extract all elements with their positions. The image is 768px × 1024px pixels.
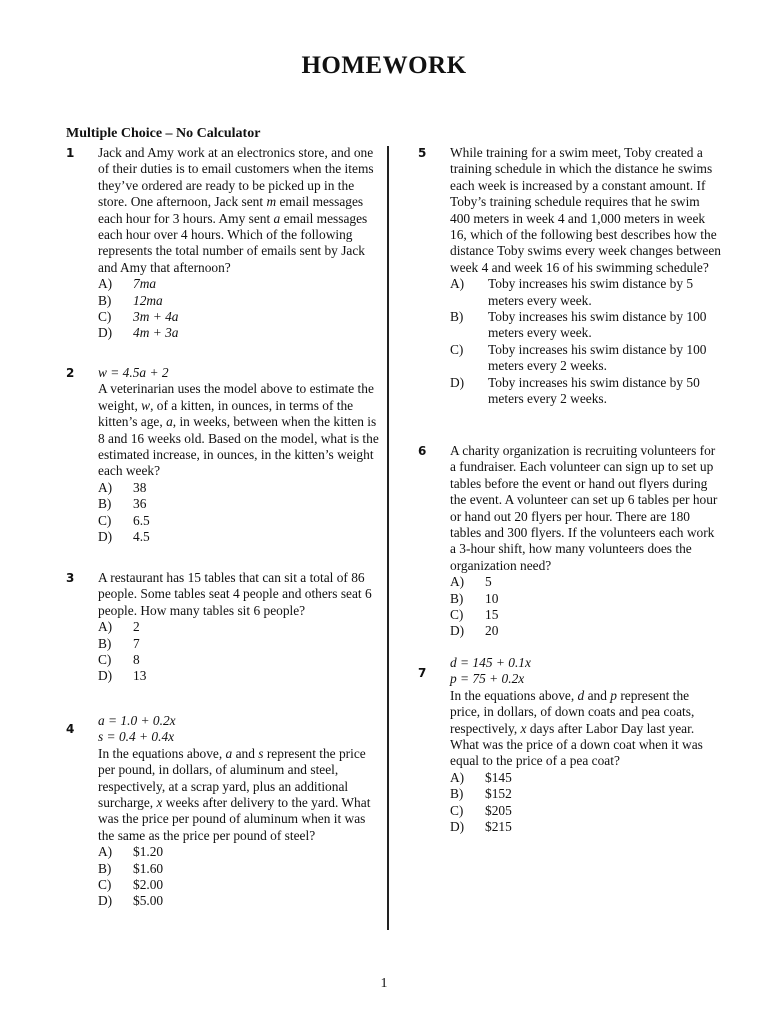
answer-choice-b[interactable]: B) 12ma xyxy=(98,292,163,308)
question-stem: In the equations above, a and s represent the price per pound, in dollars, of aluminum and steel, respectively, at a scrap yard, plus an additional surcharge, x weeks after delivery to the yard. What was the price per pound of aluminum when it was the same as the price per pound of steel? xyxy=(98,745,371,843)
question-number: 7 xyxy=(418,666,427,680)
answer-choice-d[interactable]: D) $215 xyxy=(450,819,512,835)
answer-choice-c[interactable]: C) 3m + 4a xyxy=(98,309,179,325)
question-2 xyxy=(60,365,380,570)
answer-choice-a[interactable]: A) 38 xyxy=(98,479,147,495)
question-7 xyxy=(412,655,722,835)
question-number: 5 xyxy=(418,146,427,160)
column-divider xyxy=(387,146,389,930)
equation-2: s = 0.4 + 0.4x xyxy=(98,729,175,745)
right-column xyxy=(412,145,722,835)
equation: w = 4.5a + 2 xyxy=(98,365,169,380)
answer-choice-d[interactable]: D) 4m + 3a xyxy=(98,325,179,341)
answer-choice-d[interactable]: D) $5.00 xyxy=(98,893,164,909)
answer-choice-b[interactable]: B) 36 xyxy=(98,496,147,512)
question-1 xyxy=(60,145,380,365)
equation-1: d = 145 + 0.1x xyxy=(450,655,531,670)
question-number: 1 xyxy=(66,146,75,160)
section-heading: Multiple Choice – No Calculator xyxy=(66,126,261,141)
answer-choice-a[interactable]: A) Toby increases his swim distance by 5 meters every week. xyxy=(450,276,694,308)
question-stem: A restaurant has 15 tables that can sit a total of 86 people. Some tables seat 4 people and others seat 6 people. How many tables sit 6 people? xyxy=(98,570,372,618)
answer-choice-a[interactable]: A) 7ma xyxy=(98,276,157,292)
answer-choice-d[interactable]: D) 4.5 xyxy=(98,529,150,545)
answer-choice-b[interactable]: B) $1.60 xyxy=(98,860,164,876)
question-5 xyxy=(412,145,722,443)
answer-choice-a[interactable]: A) 2 xyxy=(98,619,140,635)
equation-1: a = 1.0 + 0.2x xyxy=(98,713,176,728)
page-number: 1 xyxy=(380,976,388,991)
answer-choice-c[interactable]: C) $2.00 xyxy=(98,877,164,893)
answer-choice-a[interactable]: A) $1.20 xyxy=(98,844,164,860)
equation-2: p = 75 + 0.2x xyxy=(450,671,525,687)
question-stem: A charity organization is recruiting volunteers for a fundraiser. Each volunteer can sign up to set up tables before the event or hand out flyers during the event. A volunteer can set up 6 tables per hour or hand out 20 flyers per hour. There are 180 tables and 300 flyers. If the volunteers each work a 3-hour shift, how many volunteers does the organization need? xyxy=(450,443,718,573)
answer-choice-c[interactable]: C) Toby increases his swim distance by 100 meters every 2 weeks. xyxy=(450,341,707,374)
answer-choice-b[interactable]: B) 7 xyxy=(98,635,140,651)
answer-choice-d[interactable]: D) 20 xyxy=(450,623,499,639)
answer-choice-c[interactable]: C) $205 xyxy=(450,802,512,818)
question-4 xyxy=(60,713,380,910)
question-number: 2 xyxy=(66,366,75,380)
answer-choice-b[interactable]: B) $152 xyxy=(450,786,512,802)
question-6 xyxy=(412,443,722,655)
answer-choice-b[interactable]: B) 10 xyxy=(450,590,499,606)
answer-choice-a[interactable]: A) 5 xyxy=(450,574,492,590)
answer-choice-c[interactable]: C) 8 xyxy=(98,652,140,668)
question-3 xyxy=(60,570,380,713)
question-stem: Jack and Amy work at an electronics store, and one of their duties is to email customers when the items they’ve ordered are ready to be picked up in the store. One afternoon, Jack sent m email messages each hour for 3 hours. Amy sent a email messages each hour over 4 hours. Which of the following represents the total number of emails sent by Jack and Amy that afternoon? xyxy=(98,145,374,275)
question-number: 6 xyxy=(418,444,427,458)
answer-choice-a[interactable]: A) $145 xyxy=(450,769,512,785)
question-stem: A veterinarian uses the model above to estimate the weight, w, of a kitten, in ounces, in terms of the kitten’s age, a, in weeks, between when the kitten is 8 and 16 weeks old. Based on the model, what is the estimated increase, in ounces, in the kitten’s weight each week? xyxy=(98,381,379,479)
answer-choice-d[interactable]: D) Toby increases his swim distance by 50 meters every 2 weeks. xyxy=(450,374,700,407)
answer-choice-d[interactable]: D) 13 xyxy=(98,668,147,684)
answer-choice-b[interactable]: B) Toby increases his swim distance by 100 meters every week. xyxy=(450,309,707,341)
left-column xyxy=(60,145,380,910)
question-stem: In the equations above, d and p represent the price, in dollars, of down coats and pea coats, respectively, x days after Labor Day last year. What was the price of a down coat when it was equal to the price of a pea coat? xyxy=(450,687,703,769)
answer-choice-c[interactable]: C) 6.5 xyxy=(98,512,150,528)
question-stem: While training for a swim meet, Toby created a training schedule in which the distance he swims each week is increased by a constant amount. If Toby’s training schedule requires that he swim 400 meters in week 4 and 1,000 meters in week 16, which of the following best describes how the distance Toby swims every week changes between week 4 and week 16 of his swimming schedule? xyxy=(450,145,722,275)
question-number: 4 xyxy=(66,722,75,736)
answer-choice-c[interactable]: C) 15 xyxy=(450,607,499,623)
page-title: HOMEWORK xyxy=(301,52,467,79)
question-number: 3 xyxy=(66,571,75,585)
